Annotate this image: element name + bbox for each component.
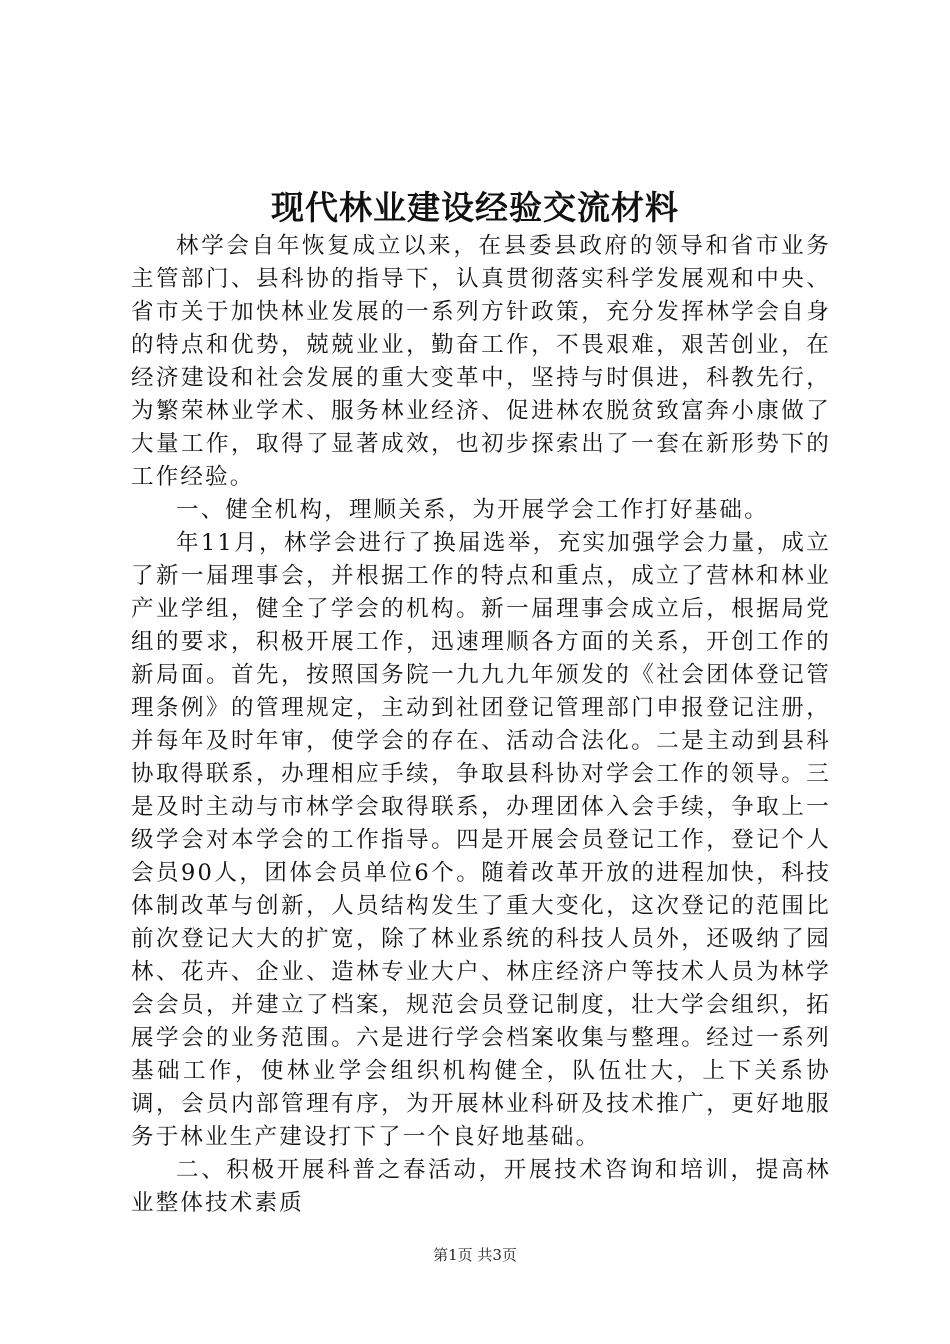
- page-number-footer: 第1页 共3页: [433, 1246, 517, 1264]
- document-body: [131, 230, 831, 1220]
- paragraph-section-1-heading: 一、健全机构，理顺关系，为开展学会工作打好基础。: [176, 497, 769, 523]
- paragraph-section-1-body: 年11月，林学会进行了换届选举，充实加强学会力量，成立了新一届理事会，并根据工作的特点和重点，成立了营林和林业产业学组，健全了学会的机构。新一届理事会成立后，根据局党组的要求，积极开展工作，迅速理顺各方面的关系，开创工作的新局面。首先，按照国务院一九九九年颁发的《社会团体登记管理条例》的管理规定，主动到社团登记管理部门申报登记注册，并每年及时年审，使学会的存在、活动合法化。二是主动到县科协取得联系，办理相应手续，争取县科协对学会工作的领导。三是及时主动与市林学会取得联系，办理团体入会手续，争取上一级学会对本学会的工作指导。四是开展会员登记工作，登记个人会员90人，团体会员单位6个。随着改革开放的进程加快，科技体制改革与创新，人员结构发生了重大变化，这次登记的范围比前次登记大大的扩宽，除了林业系统的科技人员外，还吸纳了园林、花卉、企业、造林专业大户、林庄经济户等技术人员为林学会会员，并建立了档案，规范会员登记制度，壮大学会组织，拓展学会的业务范围。六是进行学会档案收集与整理。经过一系列基础工作，使林业学会组织机构健全，队伍壮大，上下关系协调，会员内部管理有序，为开展林业科研及技术推广，更好地服务于林业生产建设打下了一个良好地基础。: [131, 530, 831, 1150]
- paragraph-section-2-heading: 二、积极开展科普之春活动，开展技术咨询和培训，提高林业整体技术素质: [131, 1157, 831, 1216]
- paragraph-intro: 林学会自年恢复成立以来，在县委县政府的领导和省市业务主管部门、县科协的指导下，认真贯彻落实科学发展观和中央、省市关于加快林业发展的一系列方针政策，充分发挥林学会自身的特点和优势，兢兢业业，勤奋工作，不畏艰难，艰苦创业，在经济建设和社会发展的重大变革中，坚持与时俱进，科教先行，为繁荣林业学术、服务林业经济、促进林农脱贫致富奔小康做了大量工作，取得了显著成效，也初步探索出了一套在新形势下的工作经验。: [131, 233, 831, 490]
- document-title: 现代林业建设经验交流材料: [271, 188, 679, 227]
